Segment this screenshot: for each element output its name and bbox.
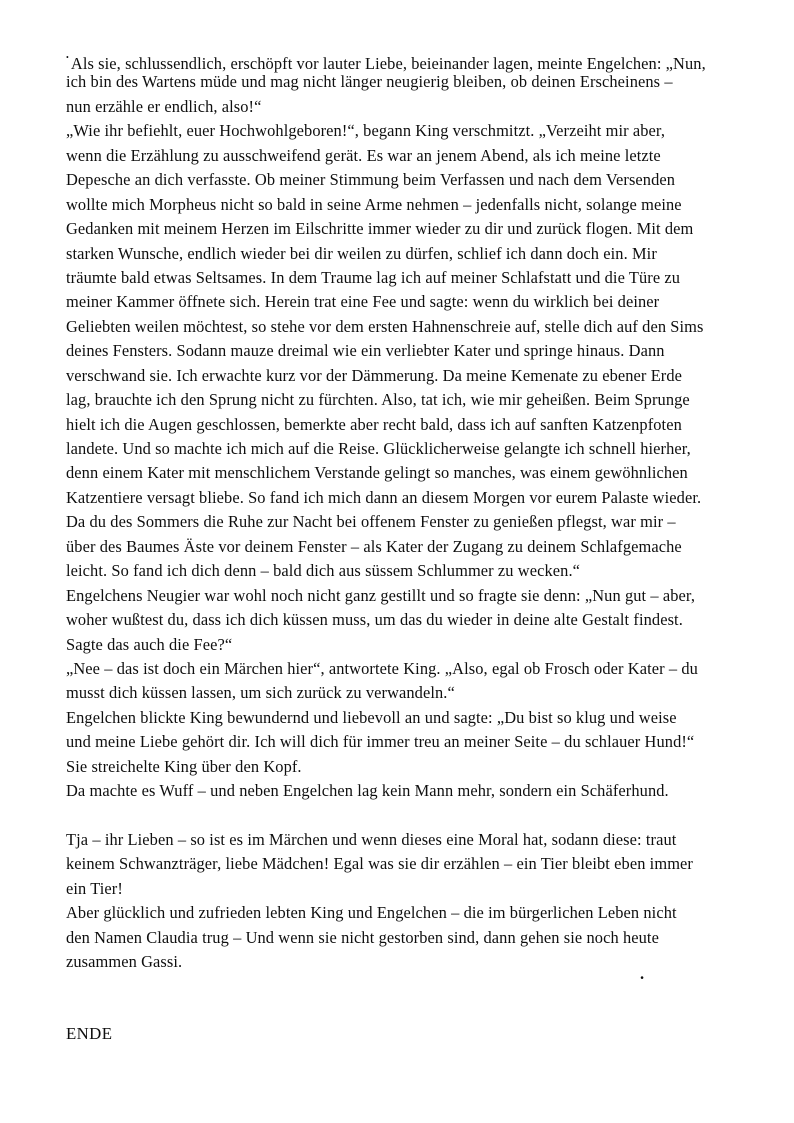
text-line: über des Baumes Äste vor deinem Fenster – als Kater der Zugang zu deinem Schlafgemache xyxy=(66,536,682,556)
text-line: ich bin des Wartens müde und mag nicht länger neugierig bleiben, ob deinen Erscheinens – xyxy=(66,72,673,92)
text-line: Geliebten weilen möchtest, so stehe vor dem ersten Hahnenschreie auf, stelle dich auf den Sims xyxy=(66,316,704,336)
text-line: keinem Schwanzträger, liebe Mädchen! Egal was sie dir erzählen – ein Tier bleibt eben immer xyxy=(66,854,693,874)
text-line: wenn die Erzählung zu ausschweifend gerät. Es war an jenem Abend, als ich meine letzte xyxy=(66,145,661,165)
story-text-block xyxy=(66,46,742,975)
text-line: meiner Kammer öffnete sich. Herein trat eine Fee und sagte: wenn du wirklich bei deiner xyxy=(66,292,660,312)
text-line: zusammen Gassi. xyxy=(66,952,183,972)
text-line: verschwand sie. Ich erwachte kurz vor der Dämmerung. Da meine Kemenate zu ebener Erde xyxy=(66,365,683,385)
text-line xyxy=(66,46,742,73)
text-line: Engelchens Neugier war wohl noch nicht ganz gestillt und so fragte sie denn: „Nun gut – aber, xyxy=(66,585,696,605)
text-line: Gedanken mit meinem Herzen im Eilschritte immer wieder zu dir und zurück flogen. Mit dem xyxy=(66,219,694,239)
paragraph xyxy=(66,584,742,657)
end-label: ENDE xyxy=(66,1024,113,1043)
footnote-mark-icon: • xyxy=(66,53,69,62)
text-line: Engelchen blickte King bewundernd und liebevoll an und sagte: „Du bist so klug und weise xyxy=(66,707,677,727)
paragraph xyxy=(66,706,742,755)
text-line: Katzentiere versagt bliebe. So fand ich mich dann an diesem Morgen vor eurem Palaste wieder. xyxy=(66,487,702,507)
text-line: Sie streichelte King über den Kopf. xyxy=(66,756,302,776)
paragraph xyxy=(66,779,742,803)
text-line: den Namen Claudia trug – Und wenn sie nicht gestorben sind, dann gehen sie noch heute xyxy=(66,927,659,947)
text-line: starken Wunsche, endlich wieder bei dir weilen zu dürfen, schlief ich dann doch ein. Mir xyxy=(66,243,657,263)
paragraph xyxy=(66,119,742,583)
stray-period-mark: . xyxy=(640,964,645,983)
text-line: ein Tier! xyxy=(66,878,123,898)
text-line: denn einem Kater mit menschlichem Verstande gelingt so manches, was einem gewöhnlichen xyxy=(66,463,688,483)
paragraph xyxy=(66,755,742,779)
text-line: Da machte es Wuff – und neben Engelchen lag kein Mann mehr, sondern ein Schäferhund. xyxy=(66,781,669,801)
paragraph xyxy=(66,46,742,119)
text-line: woher wußtest du, dass ich dich küssen muss, um das du wieder in deine alte Gestalt findest. xyxy=(66,610,683,630)
text-line: Tja – ihr Lieben – so ist es im Märchen und wenn dieses eine Moral hat, sodann diese: traut xyxy=(66,830,677,849)
text-line: leicht. So fand ich dich denn – bald dich aus süssem Schlummer zu wecken.“ xyxy=(66,561,581,581)
text-line: Da du des Sommers die Ruhe zur Nacht bei offenem Fenster zu genießen pflegst, war mir – xyxy=(66,512,676,532)
text-line: Sagte das auch die Fee?“ xyxy=(66,634,233,654)
paragraph xyxy=(66,828,742,901)
text-line: lag, brauchte ich den Sprung nicht zu fürchten. Also, tat ich, wie mir geheißen. Beim Sprunge xyxy=(66,390,690,410)
text-line: „Wie ihr befiehlt, euer Hochwohlgeboren!“, begann King verschmitzt. „Verzeiht mir aber, xyxy=(66,121,666,141)
text-line: Depesche an dich verfasste. Ob meiner Stimmung beim Verfassen und nach dem Versenden xyxy=(66,170,676,190)
text-line-content: Als sie, schlussendlich, erschöpft vor lauter Liebe, beieinander lagen, meinte Engelchen: „Nun, xyxy=(70,54,706,73)
text-line: deines Fensters. Sodann mauze dreimal wie ein verliebter Kater und springe hinaus. Dann xyxy=(66,341,665,361)
text-line: und meine Liebe gehört dir. Ich will dich für immer treu an meiner Seite – du schlauer Hund!“ xyxy=(66,732,695,752)
text-line: hielt ich die Augen geschlossen, bemerkte aber recht bald, dass ich auf sanften Katzenpfoten xyxy=(66,414,682,434)
text-line: träumte bald etwas Seltsames. In dem Traume lag ich auf meiner Schlafstatt und die Türe zu xyxy=(66,267,681,287)
text-line: Aber glücklich und zufrieden lebten King und Engelchen – die im bürgerlichen Leben nicht xyxy=(66,903,677,923)
text-line: nun erzähle er endlich, also!“ xyxy=(66,96,262,116)
text-line: landete. Und so machte ich mich auf die Reise. Glücklicherweise gelangte ich schnell hierher, xyxy=(66,439,691,458)
paragraph xyxy=(66,657,742,706)
text-line: musst dich küssen lassen, um sich zurück zu verwandeln.“ xyxy=(66,683,455,703)
text-line: wollte mich Morpheus nicht so bald in seine Arme nehmen – jedenfalls nicht, solange meine xyxy=(66,194,682,214)
text-line: „Nee – das ist doch ein Märchen hier“, antwortete King. „Also, egal ob Frosch oder Kater – du xyxy=(66,658,698,678)
